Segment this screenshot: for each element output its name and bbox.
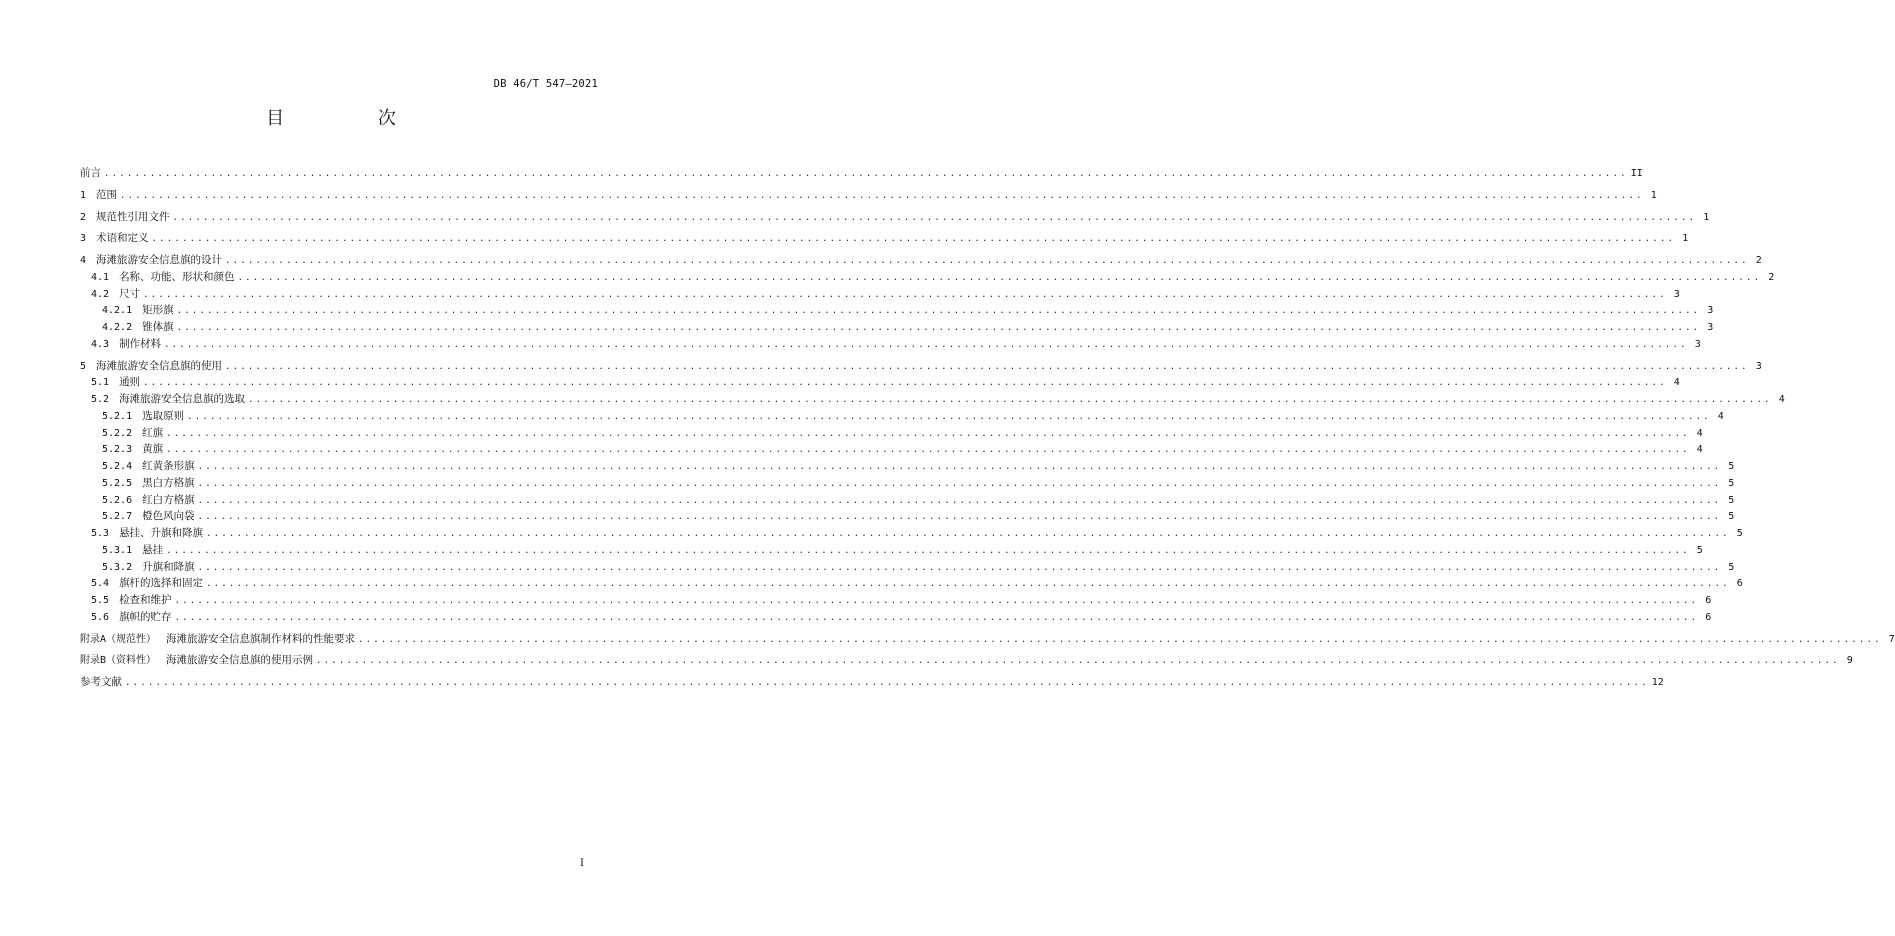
toc-entry[interactable]: [80, 674, 1664, 691]
toc-entry-number: 附录B（资料性）: [80, 655, 157, 667]
toc-dot-leader: ........................................................................................................................................................................................................: [316, 656, 1840, 667]
toc-entry[interactable]: [80, 631, 1895, 648]
toc-entry-page: 5: [1728, 477, 1735, 489]
toc-dot-leader: ........................................................................................................................................................................................................: [237, 272, 1762, 283]
toc-entry-number: 5.2.3: [102, 444, 133, 456]
toc-entry-title: 悬挂、升旗和降旗: [119, 527, 204, 539]
toc-dot-leader: ........................................................................................................................................................................................................: [166, 445, 1690, 456]
toc-entry[interactable]: [80, 391, 1785, 408]
toc-entry-page: 1: [1650, 189, 1657, 201]
toc-entry-title: 尺寸: [119, 287, 141, 300]
toc-entry[interactable]: [80, 209, 1710, 226]
toc-entry-page: 5: [1736, 528, 1743, 539]
toc-entry-number: 5.2.2: [102, 427, 133, 439]
toc-entry[interactable]: [80, 408, 1724, 425]
toc-entry-page: 12: [1651, 677, 1664, 688]
toc-entry-title: 通则: [119, 376, 141, 389]
toc-dot-leader: ........................................................................................................................................................................................................: [174, 612, 1699, 623]
toc-entry-number: 5.1: [91, 377, 110, 389]
toc-entry-title: 锥体旗: [142, 321, 174, 333]
toc-dot-leader: ........................................................................................................................................................................................................: [125, 678, 1649, 688]
toc-entry-page: 5: [1728, 561, 1735, 573]
toc-entry-page: 3: [1707, 305, 1714, 317]
toc-entry[interactable]: [80, 187, 1657, 204]
toc-entry-title: 旗帜的贮存: [119, 610, 172, 623]
toc-entry-title: 矩形旗: [142, 304, 174, 317]
toc-entry-title: 海滩旅游安全信息旗的使用示例: [166, 654, 314, 667]
toc-entry-title: 橙色风向袋: [142, 510, 195, 523]
toc-entry-page: 4: [1696, 444, 1703, 456]
toc-entry-page: 4: [1673, 377, 1680, 389]
table-of-contents: [80, 165, 1895, 691]
toc-entry[interactable]: [80, 492, 1735, 509]
toc-entry[interactable]: [80, 508, 1735, 525]
toc-entry-title: 海滩旅游安全信息旗制作材料的性能要求: [166, 632, 356, 645]
toc-dot-leader: ........................................................................................................................................................................................................: [206, 579, 1730, 590]
toc-entry[interactable]: [80, 542, 1703, 559]
toc-dot-leader: ........................................................................................................................................................................................................: [143, 378, 1667, 389]
toc-entry[interactable]: [80, 425, 1703, 442]
toc-entry-number: 5.3.1: [102, 544, 133, 556]
toc-entry-title: 参考文献: [80, 676, 122, 688]
toc-entry-number: 5.2.1: [102, 410, 133, 422]
toc-entry[interactable]: [80, 358, 1762, 375]
toc-entry-title: 范围: [96, 188, 118, 201]
toc-dot-leader: ........................................................................................................................................................................................................: [187, 411, 1711, 422]
toc-entry-number: 2: [80, 211, 87, 223]
toc-entry-number: 5.4: [91, 578, 110, 590]
toc-entry-page: 1: [1682, 233, 1689, 245]
toc-entry-title: 红黄条形旗: [142, 460, 195, 472]
toc-entry-number: 5.5: [91, 595, 110, 606]
toc-entry[interactable]: [80, 559, 1735, 576]
toc-entry-number: 4.2.2: [102, 322, 133, 333]
toc-entry-title: 名称、功能、形状和颜色: [119, 270, 235, 283]
toc-entry-number: 5.3.2: [102, 561, 133, 573]
toc-entry-number: 4.1: [91, 271, 110, 283]
toc-entry[interactable]: [80, 230, 1689, 247]
toc-entry-title: 海滩旅游安全信息旗的使用: [96, 359, 223, 372]
toc-dot-leader: ........................................................................................................................................................................................................: [172, 212, 1697, 223]
toc-entry-page: 5: [1728, 494, 1735, 506]
toc-entry-number: 5.2: [91, 394, 110, 405]
toc-entry[interactable]: [80, 458, 1735, 475]
toc-entry[interactable]: [80, 475, 1735, 492]
toc-dot-leader: ........................................................................................................................................................................................................: [197, 495, 1722, 506]
toc-entry-page: 3: [1755, 360, 1762, 372]
toc-entry[interactable]: [80, 319, 1714, 336]
toc-entry-page: 3: [1673, 288, 1680, 300]
toc-entry-title: 海滩旅游安全信息旗的设计: [96, 254, 223, 266]
toc-entry-number: 5.2.5: [102, 477, 133, 489]
toc-dot-leader: ........................................................................................................................................................................................................: [166, 428, 1690, 439]
toc-entry[interactable]: [80, 252, 1762, 269]
toc-entry-title: 制作材料: [119, 337, 162, 350]
toc-entry-page: 9: [1846, 655, 1853, 667]
toc-entry-page: 6: [1736, 578, 1743, 590]
toc-entry-page: 7: [1888, 633, 1895, 645]
toc-entry-page: 2: [1755, 255, 1762, 266]
toc-dot-leader: ........................................................................................................................................................................................................: [174, 596, 1699, 606]
toc-dot-leader: ........................................................................................................................................................................................................: [176, 323, 1701, 333]
toc-dot-leader: ........................................................................................................................................................................................................: [197, 562, 1722, 573]
toc-entry-page: 2: [1768, 271, 1775, 283]
toc-entry[interactable]: [80, 286, 1680, 303]
toc-entry[interactable]: [80, 269, 1775, 286]
toc-entry-page: 4: [1696, 427, 1703, 439]
toc-dot-leader: ........................................................................................................................................................................................................: [143, 289, 1667, 300]
toc-entry-number: 4: [80, 255, 87, 266]
page-title: 目 次: [266, 108, 440, 129]
toc-entry-number: 5: [80, 360, 87, 372]
toc-entry-page: II: [1630, 168, 1643, 179]
toc-entry-page: 4: [1778, 394, 1785, 405]
toc-entry-title: 选取原则: [142, 409, 185, 422]
toc-entry[interactable]: [80, 575, 1743, 592]
toc-entry-title: 红白方格旗: [142, 493, 195, 506]
toc-entry-number: 1: [80, 189, 87, 201]
toc-dot-leader: ........................................................................................................................................................................................................: [206, 529, 1730, 539]
toc-entry-title: 黄旗: [142, 443, 164, 456]
toc-entry-page: 6: [1705, 611, 1712, 623]
toc-dot-leader: ........................................................................................................................................................................................................: [197, 512, 1722, 523]
toc-dot-leader: ........................................................................................................................................................................................................: [358, 634, 1882, 645]
toc-entry-page: 5: [1728, 461, 1735, 472]
toc-entry[interactable]: [80, 441, 1703, 458]
toc-dot-leader: ........................................................................................................................................................................................................: [197, 462, 1722, 472]
toc-entry-page: 5: [1696, 544, 1703, 556]
toc-dot-leader: ........................................................................................................................................................................................................: [248, 395, 1772, 405]
toc-entry-title: 悬挂: [142, 543, 164, 556]
toc-entry[interactable]: [80, 525, 1743, 542]
toc-dot-leader: ........................................................................................................................................................................................................: [164, 339, 1688, 350]
toc-entry-title: 规范性引用文件: [96, 210, 170, 223]
toc-entry-title: 升旗和降旗: [142, 560, 195, 573]
toc-entry-page: 3: [1707, 322, 1714, 333]
toc-dot-leader: ........................................................................................................................................................................................................: [151, 234, 1676, 245]
toc-entry-title: 黑白方格旗: [142, 476, 195, 489]
toc-entry-number: 4.3: [91, 338, 110, 350]
toc-dot-leader: ........................................................................................................................................................................................................: [197, 478, 1722, 489]
toc-dot-leader: ........................................................................................................................................................................................................: [225, 256, 1749, 266]
toc-entry-number: 4.2.1: [102, 305, 133, 317]
toc-entry-page: 6: [1705, 595, 1712, 606]
toc-entry-number: 5.2.4: [102, 461, 133, 472]
toc-entry-number: 5.6: [91, 611, 110, 623]
toc-entry-title: 术语和定义: [96, 232, 149, 245]
toc-entry-title: 前言: [80, 167, 101, 179]
toc-entry[interactable]: [80, 652, 1853, 669]
toc-entry[interactable]: [80, 374, 1680, 391]
toc-entry-title: 检查和维护: [119, 594, 172, 606]
toc-entry-number: 5.2.6: [102, 494, 133, 506]
toc-entry[interactable]: [80, 336, 1701, 353]
toc-dot-leader: ........................................................................................................................................................................................................: [225, 361, 1749, 372]
toc-entry-number: 附录A（规范性）: [80, 633, 157, 645]
page-number: I: [580, 858, 584, 869]
toc-entry-page: 3: [1694, 338, 1701, 350]
toc-entry-page: 1: [1703, 211, 1710, 223]
toc-dot-leader: ........................................................................................................................................................................................................: [176, 306, 1701, 317]
toc-entry-page: 4: [1717, 410, 1724, 422]
toc-entry-page: 5: [1728, 511, 1735, 523]
document-code: DB 46/T 547—2021: [493, 78, 598, 90]
toc-entry-number: 5.2.7: [102, 511, 133, 523]
toc-entry-title: 海滩旅游安全信息旗的选取: [119, 393, 246, 405]
toc-entry-title: 红旗: [142, 426, 164, 439]
toc-entry-number: 3: [80, 233, 87, 245]
toc-entry-number: 4.2: [91, 288, 110, 300]
toc-entry[interactable]: [80, 609, 1712, 626]
toc-dot-leader: ........................................................................................................................................................................................................: [120, 190, 1644, 201]
toc-entry-number: 5.3: [91, 528, 110, 539]
toc-entry[interactable]: [80, 165, 1643, 182]
toc-dot-leader: ........................................................................................................................................................................................................: [166, 545, 1690, 556]
toc-entry[interactable]: [80, 592, 1712, 609]
toc-entry[interactable]: [80, 302, 1714, 319]
toc-entry-title: 旗杆的选择和固定: [119, 577, 204, 590]
toc-dot-leader: ........................................................................................................................................................................................................: [104, 169, 1628, 179]
